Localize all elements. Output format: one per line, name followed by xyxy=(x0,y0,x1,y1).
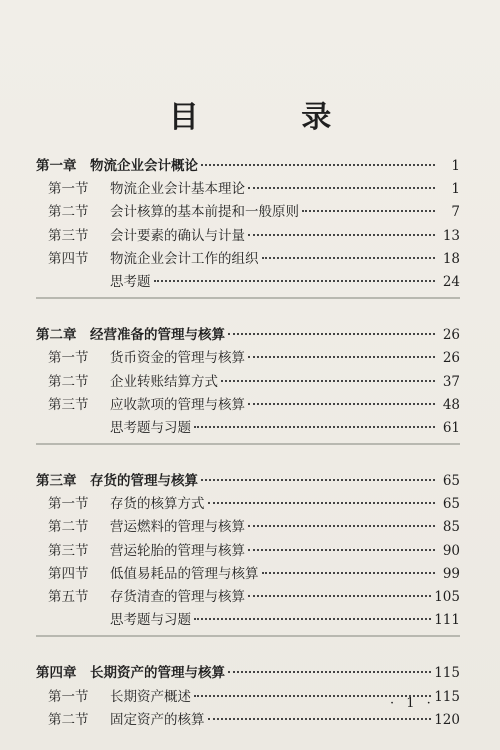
entry-page-number: 18 xyxy=(442,250,460,267)
entry-page-number: 48 xyxy=(442,396,460,413)
entry-title: 经营准备的管理与核算 xyxy=(90,327,225,344)
section-entry xyxy=(36,177,460,200)
entry-title: 会计核算的基本前提和一般原则 xyxy=(110,204,299,221)
section-entry xyxy=(36,608,460,631)
section-entry xyxy=(36,393,460,416)
entry-page-number: 61 xyxy=(442,419,460,436)
entry-title: 固定资产的核算 xyxy=(110,711,205,728)
entry-title: 存货清查的管理与核算 xyxy=(110,589,245,605)
leader-dots xyxy=(248,234,435,236)
entry-page-number: 24 xyxy=(442,273,460,290)
leader-dots xyxy=(248,187,435,189)
section-entry xyxy=(36,562,460,585)
entry-page-number: 120 xyxy=(434,711,460,728)
section-entry xyxy=(36,585,460,608)
leader-dots xyxy=(248,525,435,527)
entry-number: 第四节 xyxy=(48,250,89,267)
leader-dots xyxy=(154,280,436,282)
section-entry xyxy=(36,708,460,731)
leader-dots xyxy=(248,356,435,358)
entry-number: 第一节 xyxy=(48,496,89,513)
leader-dots xyxy=(248,403,435,405)
entry-title: 物流企业会计工作的组织 xyxy=(110,250,259,267)
entry-title: 思考题与习题 xyxy=(110,612,191,629)
leader-dots xyxy=(228,333,435,335)
entry-title: 货币资金的管理与核算 xyxy=(110,350,245,367)
entry-page-number: 26 xyxy=(442,350,460,367)
entry-number: 第二节 xyxy=(48,519,89,536)
leader-dots xyxy=(262,572,436,574)
entry-title: 长期资产的管理与核算 xyxy=(90,665,225,682)
section-entry xyxy=(36,247,460,270)
entry-page-number: 90 xyxy=(442,542,460,559)
entry-page-number: 115 xyxy=(434,665,460,682)
entry-number: 第二节 xyxy=(48,204,89,221)
leader-dots xyxy=(208,502,436,504)
entry-title: 存货的核算方式 xyxy=(110,496,205,513)
leader-dots xyxy=(228,671,431,673)
entry-title: 物流企业会计基本理论 xyxy=(110,181,245,198)
entry-number: 第三节 xyxy=(48,542,89,559)
entry-title: 长期资产概述 xyxy=(110,688,191,705)
entry-number: 第一章 xyxy=(36,158,77,174)
page-number: · 1 · xyxy=(390,696,435,711)
entry-title: 物流企业会计概论 xyxy=(90,158,198,174)
entry-title: 会计要素的确认与计量 xyxy=(110,227,245,244)
entry-page-number: 105 xyxy=(434,589,460,605)
entry-page-number: 111 xyxy=(434,612,460,629)
entry-title: 营运燃料的管理与核算 xyxy=(110,519,245,536)
entry-page-number: 26 xyxy=(442,327,460,344)
leader-dots xyxy=(262,257,436,259)
entry-number: 第一节 xyxy=(48,350,89,367)
table-of-contents xyxy=(36,154,460,731)
entry-number: 第二节 xyxy=(48,711,89,728)
entry-number: 第三节 xyxy=(48,396,89,413)
leader-dots xyxy=(248,595,431,597)
entry-page-number: 7 xyxy=(451,204,460,221)
section-entry xyxy=(36,270,460,293)
entry-number: 第四章 xyxy=(36,665,77,682)
entry-title: 应收款项的管理与核算 xyxy=(110,396,245,413)
entry-page-number: 65 xyxy=(442,496,460,513)
entry-number: 第一节 xyxy=(48,688,89,705)
entry-page-number: 115 xyxy=(434,688,460,705)
section-entry xyxy=(36,346,460,369)
entry-number: 第二章 xyxy=(36,327,77,344)
entry-page-number: 1 xyxy=(451,158,460,174)
leader-dots xyxy=(201,479,435,481)
entry-page-number: 1 xyxy=(451,181,460,198)
entry-number: 第四节 xyxy=(48,565,89,582)
section-entry xyxy=(36,370,460,393)
section-entry xyxy=(36,515,460,538)
leader-dots xyxy=(248,549,435,551)
entry-number: 第二节 xyxy=(48,373,89,390)
leader-dots xyxy=(208,718,432,720)
entry-page-number: 85 xyxy=(442,519,460,536)
section-entry xyxy=(36,539,460,562)
leader-dots xyxy=(194,618,431,620)
chapter-divider xyxy=(36,635,460,637)
leader-dots xyxy=(221,380,435,382)
chapter-entry xyxy=(36,469,460,492)
entry-title: 企业转账结算方式 xyxy=(110,373,218,390)
section-entry xyxy=(36,224,460,247)
entry-page-number: 65 xyxy=(442,473,460,490)
section-entry xyxy=(36,492,460,515)
leader-dots xyxy=(302,210,435,212)
section-entry xyxy=(36,416,460,439)
entry-title: 营运轮胎的管理与核算 xyxy=(110,542,245,559)
chapter-gap xyxy=(36,304,460,323)
chapter-entry xyxy=(36,154,460,177)
entry-title: 思考题与习题 xyxy=(110,419,191,436)
section-entry xyxy=(36,200,460,223)
leader-dots xyxy=(194,426,435,428)
entry-title: 思考题 xyxy=(110,273,151,290)
entry-number: 第一节 xyxy=(48,181,89,198)
entry-title: 低值易耗品的管理与核算 xyxy=(110,565,259,582)
entry-number: 第三章 xyxy=(36,473,77,490)
chapter-entry xyxy=(36,323,460,346)
entry-page-number: 37 xyxy=(442,373,460,390)
leader-dots xyxy=(201,164,435,166)
chapter-divider xyxy=(36,443,460,445)
chapter-entry xyxy=(36,661,460,684)
chapter-gap xyxy=(36,450,460,469)
entry-number: 第五节 xyxy=(48,589,89,605)
chapter-gap xyxy=(36,642,460,661)
entry-page-number: 13 xyxy=(442,227,460,244)
entry-page-number: 99 xyxy=(442,565,460,582)
entry-title: 存货的管理与核算 xyxy=(90,473,198,490)
chapter-divider xyxy=(36,297,460,299)
page-title: 目 录 xyxy=(168,100,378,135)
entry-number: 第三节 xyxy=(48,227,89,244)
